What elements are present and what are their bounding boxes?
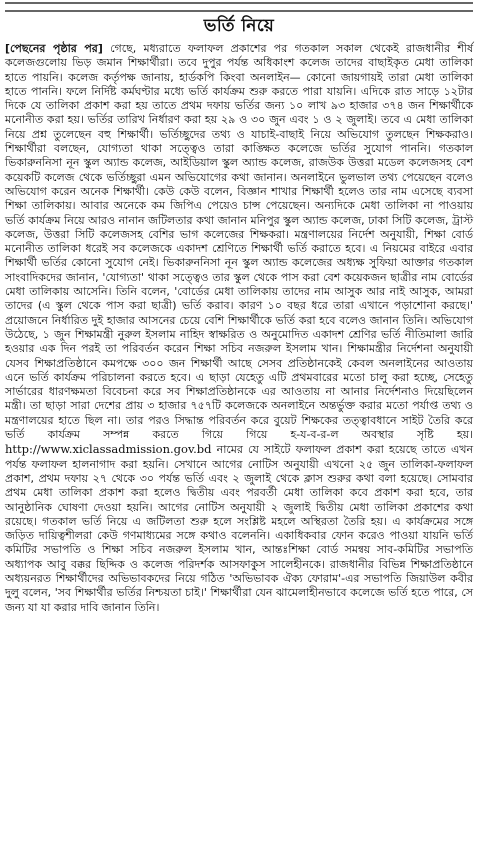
article-body [4, 42, 474, 615]
admission-url: http://www.xiclassadmission.gov.bd [5, 442, 212, 457]
article-text-part2: নামের যে সাইটে ফলাফল প্রকাশ করা হয়েছে তাতে এখন পর্যন্ত ফলাফল হালনাগাদ করা হয়নি। সেখানে আগের নোটিস অনুযায়ী এখনো ২৫ জুন তালিকা-ফলাফল প্রকাশ, প্রথম দফায় ২৭ থেকে ৩০ পর্যন্ত ভর্তি এবং ২ জুলাই থেকে ক্লাস শুরুর কথা বলা হয়েছে। সোমবার প্রথম মেধা তালিকা প্রকাশ করা হলেও দ্বিতীয় এবং পরবর্তী মেধা তালিকা কবে প্রকাশ করা হবে, তার আনুষ্ঠানিক ঘোষণা দেওয়া হয়নি। আগের নোটিস অনুযায়ী ২ জুলাই দ্বিতীয় মেধা তালিকা প্রকাশের কথা রয়েছে। গতকাল ভর্তি নিয়ে এ জটিলতা শুরু হলে সংশ্লিষ্ট মহলে অস্থিরতা তৈরি হয়। এ কার্যক্রমের সঙ্গে জড়িত দায়িত্বশীলরা কেউ গণমাধ্যমের সঙ্গে কথাও বলেননি। একাধিকবার ফোন করেও পাওয়া যায়নি ভর্তি কমিটির সভাপতি ও শিক্ষা সচিব নজরুল ইসলাম খান, আন্তঃশিক্ষা বোর্ড সমন্বয় সাব-কমিটির সভাপতি অধ্যাপক আবু বক্কর ছিদ্দিক ও কলেজ পরিদর্শক আসফাকুস সালেহীনকে। রাজধানীর বিভিন্ন শিক্ষাপ্রতিষ্ঠানে অধ্যয়নরত শিক্ষার্থীদের অভিভাবকদের নিয়ে গঠিত 'অভিভাবক ঐক্য ফোরাম'-এর সভাপতি জিয়াউল কবীর দুলু বলেন, 'সব শিক্ষার্থীর ভর্তির নিশ্চয়তা চাই।' শিক্ষার্থীরা যেন ঝামেলাহীনভাবে কলেজে ভর্তি হতে পারে, সে জন্য যা যা করার দাবি জানান তিনি। [5, 443, 473, 614]
top-rule [5, 2, 473, 12]
headline: ভর্তি নিয়ে [203, 16, 275, 36]
article-text-part1: গেছে, মধ্যরাতে ফলাফল প্রকাশের পর গতকাল সকাল থেকেই রাজধানীর শীর্ষ কলেজগুলোয় ভিড় জমান শিক্ষার্থীরা। তবে দুপুর পর্যন্ত অধিকাংশ কলেজ তাদের বাছাইকৃত মেধা তালিকা হাতে পায়নি। কলেজ কর্তৃপক্ষ জানায়, হার্ডকপি কিংবা অনলাইন— কোনো জায়গায়ই তারা মেধা তালিকা হাতে পাননি। ফলে নির্দিষ্ট কর্মঘণ্টার মধ্যে ভর্তি কার্যক্রম শুরু করতে পারা যায়নি। এদিকে রাত সাড়ে ১২টার দিকে যে তালিকা প্রকাশ করা হয় তাতে প্রথম দফায় ভর্তির জন্য ১০ লাখ ৯৩ হাজার ৩৭৪ জন শিক্ষার্থীকে মনোনীত করা হয়। ভর্তির তারিখ নির্ধারণ করা হয় ২৯ ও ৩০ জুন এবং ১ ও ২ জুলাই। তবে এ মেধা তালিকা নিয়ে প্রশ্ন তুলেছেন বহু শিক্ষার্থী। ভর্তিচ্ছুদের তথ্য ও যাচাই-বাছাই নিয়ে অভিযোগ তুলছেন শিক্ষকরাও। শিক্ষার্থীরা বলছেন, যোগ্যতা থাকা সত্ত্বেও তারা কাঙ্ক্ষিত কলেজে ভর্তির সুযোগ পাননি। গতকাল ভিকারুননিসা নূন স্কুল অ্যান্ড কলেজ, আইডিয়াল স্কুল অ্যান্ড কলেজ, রাজউক উত্তরা মডেল কলেজসহ বেশ কয়েকটি কলেজ থেকে ভর্তিচ্ছুরা এমন অভিযোগের কথা জানান। অনলাইনে ভুলভাল তথ্য পেয়েছেন বলেও অভিযোগ করেন অনেক শিক্ষার্থী। কেউ কেউ বলেন, বিজ্ঞান শাখার শিক্ষার্থী হলেও তার নাম এসেছে ব্যবসা শিক্ষা তালিকায়। আবার অনেকে কম জিপিএ পেয়েও চান্স পেয়েছেন। অন্যদিকে মেধা তালিকা না পাওয়ায় ভর্তি কার্যক্রম নিয়ে আরও নানান জটিলতার কথা জানান মনিপুর স্কুল অ্যান্ড কলেজ, ঢাকা সিটি কলেজ, ট্রাস্ট কলেজ, উত্তরা সিটি কলেজসহ বেশির ভাগ কলেজের শিক্ষকরা। মন্ত্রণালয়ের নির্দেশ অনুযায়ী, শিক্ষা বোর্ড মনোনীত তালিকা ধরেই সব কলেজকে একাদশ শ্রেণিতে শিক্ষার্থী ভর্তি করাতে হবে। এ নিয়মের বাইরে এবার শিক্ষার্থী ভর্তির কোনো সুযোগ নেই। ভিকারুননিসা নূন স্কুল অ্যান্ড কলেজের অধ্যক্ষ সুফিয়া আক্তার গতকাল সাংবাদিকদের জানান, 'যোগ্যতা' থাকা সত্ত্বেও তার স্কুল থেকে পাস করা বেশ কয়েকজন ছাত্রীর নাম বোর্ডের মেধা তালিকায় আসেনি। তিনি বলেন, 'বোর্ডের মেধা তালিকায় তাদের নাম আসুক আর নাই আসুক, আমরা তাদের (এ স্কুল থেকে পাস করা ছাত্রী) ভর্তি করাব। কারণ ১০ বছর ধরে তারা এখানে পড়াশোনা করছে।' প্রয়োজনে নির্ধারিত দুই হাজার আসনের চেয়ে বেশি শিক্ষার্থীকে ভর্তি করা হবে বলেও জানান তিনি। অভিযোগ উঠেছে, ১ জুন শিক্ষামন্ত্রী নুরুল ইসলাম নাহিদ স্বাক্ষরিত ও অনুমোদিত একাদশ শ্রেণির ভর্তি নীতিমালা জারি হওয়ার এক দিন পরই তা পরিবর্তন করেন শিক্ষা সচিব নজরুল ইসলাম খান। শিক্ষামন্ত্রীর নির্দেশনা অনুযায়ী যেসব শিক্ষাপ্রতিষ্ঠানে কমপক্ষে ৩০০ জন শিক্ষার্থী আছে সেসব প্রতিষ্ঠানকেই কেবল অনলাইনের আওতায় এনে ভর্তি কার্যক্রম পরিচালনা করতে হবে। এ ছাড়া যেহেতু এটি প্রথমবারের মতো চালু করা হচ্ছে, সেহেতু সার্ভারের ধারণক্ষমতা বিবেচনা করে সব শিক্ষাপ্রতিষ্ঠানকে এর আওতায় না আনার নির্দেশনাও দিয়েছিলেন মন্ত্রী। তা ছাড়া সারা দেশের প্রায় ৩ হাজার ৭৫৭টি কলেজকে অনলাইনে অন্তর্ভুক্ত করার মতো পর্যাপ্ত তথ্য ও মন্ত্রণালয়ের হাতে ছিল না। তার পরও সিদ্ধান্ত পরিবর্তন করে বুয়েট শিক্ষকের তত্ত্বাবধানে সাইট তৈরি করে ভর্তি কার্যক্রম সম্পন্ন করতে গিয়ে গিয়ে হ-য-ব-র-ল অবস্থার সৃষ্টি হয়। [5, 42, 473, 442]
article-paragraph [5, 42, 473, 615]
continuation-label: [পেছনের পৃষ্ঠার পর] [5, 42, 103, 55]
